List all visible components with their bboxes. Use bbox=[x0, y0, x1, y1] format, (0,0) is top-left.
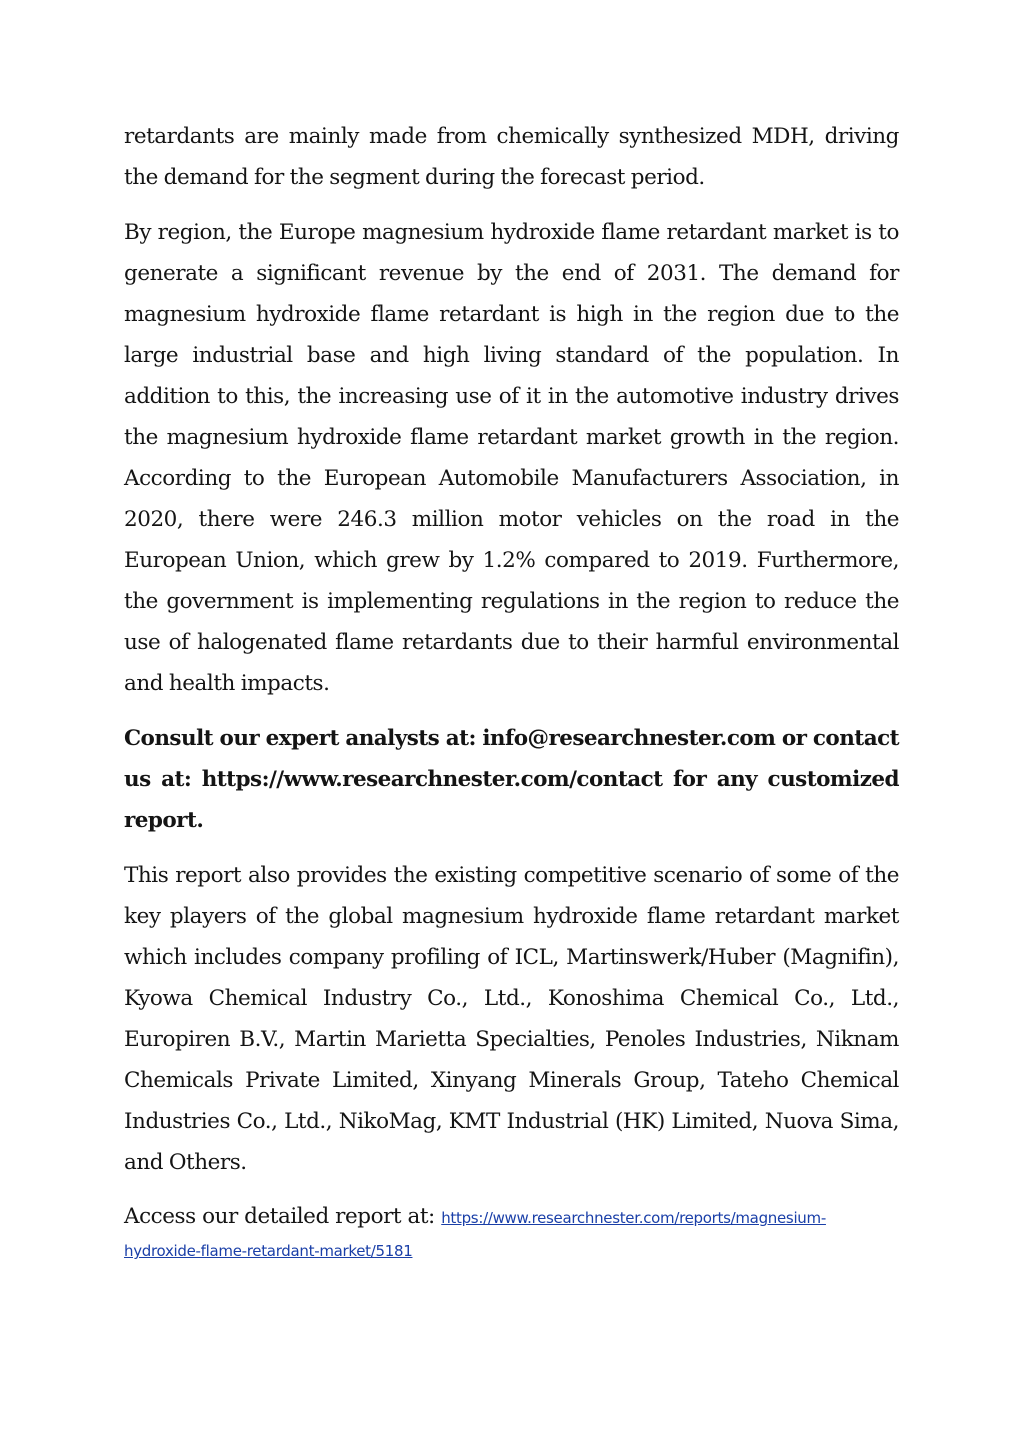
access-report-label: Access our detailed report at: bbox=[124, 1204, 435, 1229]
paragraph-segment-demand: retardants are mainly made from chemically synthesized MDH, driving the demand for the segment during the forecast period. bbox=[124, 124, 899, 190]
paragraph-consult-analysts: Consult our expert analysts at: info@researchnester.com or contact us at: https://www.researchnester.com/contact for any customized report. bbox=[124, 726, 899, 833]
report-link-part2[interactable]: hydroxide-flame-retardant-market/5181 bbox=[124, 1242, 413, 1260]
paragraph-europe-region: By region, the Europe magnesium hydroxide flame retardant market is to generate a significant revenue by the end of 2031. The demand for magnesium hydroxide flame retardant is high in the region due to the large industrial base and high living standard of the population. In addition to this, the increasing use of it in the automotive industry drives the magnesium hydroxide flame retardant market growth in the region. According to the European Automobile Manufacturers Association, in 2020, there were 246.3 million motor vehicles on the road in the European Union, which grew by 1.2% compared to 2019. Furthermore, the government is implementing regulations in the region to reduce the use of halogenated flame retardants due to their harmful environmental and health impacts. bbox=[124, 220, 899, 696]
access-report-line bbox=[124, 1197, 899, 1238]
document-page bbox=[124, 116, 899, 1264]
paragraph-key-players: This report also provides the existing competitive scenario of some of the key players of the global magnesium hydroxide flame retardant market which includes company profiling of ICL, Martinswerk/Huber (Magnifin), Kyowa Chemical Industry Co., Ltd., Konoshima Chemical Co., Ltd., Europiren B.V., Martin Marietta Specialties, Penoles Industries, Niknam Chemicals Private Limited, Xinyang Minerals Group, Tateho Chemical Industries Co., Ltd., NikoMag, KMT Industrial (HK) Limited, Nuova Sima, and Others. bbox=[124, 863, 899, 1175]
report-link-part1[interactable]: https://www.researchnester.com/reports/magnesium- bbox=[441, 1209, 826, 1227]
